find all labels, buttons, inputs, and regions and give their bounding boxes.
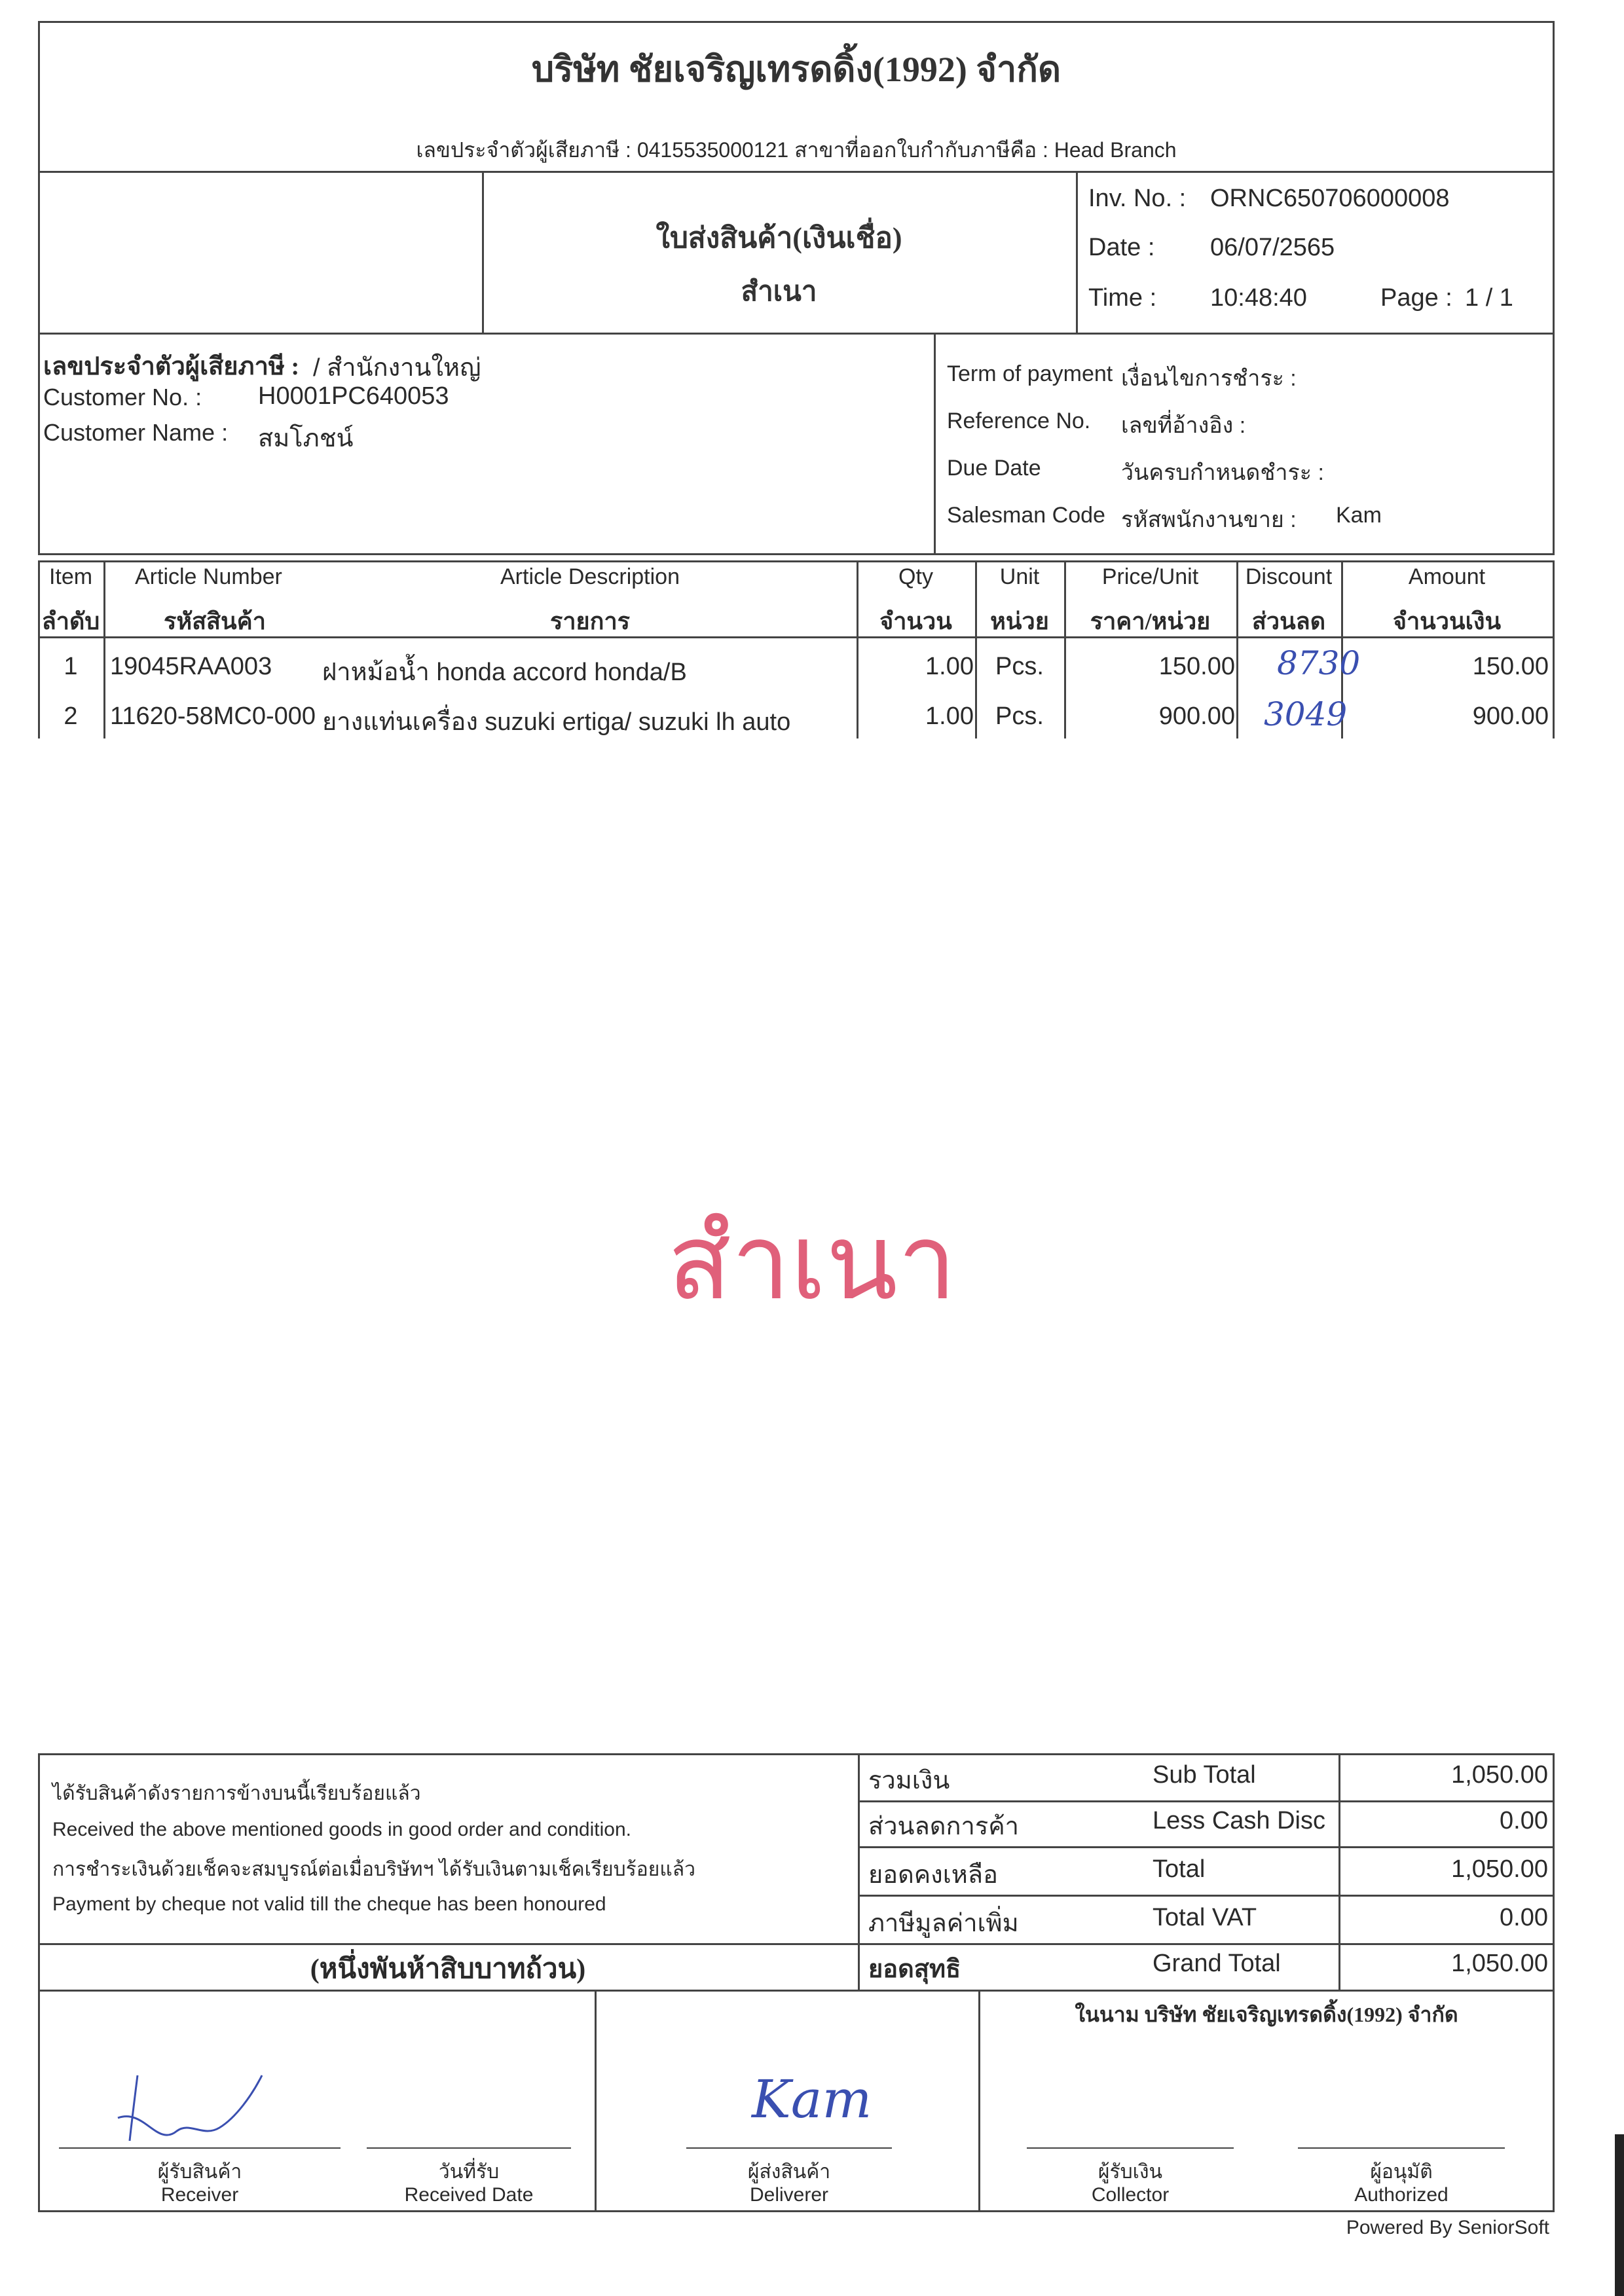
row-item: 1 (64, 653, 78, 680)
col-header-unit-th: หน่วย (990, 608, 1049, 634)
col-header-article-number: Article Number (135, 564, 282, 589)
row-article-number: 11620-58MC0-000 (110, 702, 316, 730)
term-of-payment-label: Term of payment (947, 361, 1113, 386)
amount-in-words: (หนึ่งพันห้าสิบบาทถ้วน) (310, 1954, 586, 1984)
scan-edge (1615, 2134, 1624, 2296)
deliverer-label: Deliverer (749, 2184, 829, 2206)
col-header-price-unit: Price/Unit (1101, 564, 1199, 589)
divider (858, 1800, 1555, 1802)
signature-line (1027, 2147, 1234, 2149)
due-date-label-th: วันครบกำหนดชำระ : (1121, 460, 1324, 485)
row-article-description: ฝาหม้อน้ำ honda accord honda/B (322, 659, 687, 686)
inv-no-value: ORNC650706000008 (1210, 185, 1450, 212)
divider (595, 1990, 597, 2212)
total-label: Total (1153, 1855, 1206, 1883)
time-label: Time : (1088, 284, 1157, 312)
doc-title: ใบส่งสินค้า(เงินเชื่อ) (655, 222, 902, 254)
tax-id-line: เลขประจำตัวผู้เสียภาษี : 0415535000121 สาขาที่ออกใบกำกับภาษีคือ : Head Branch (416, 138, 1177, 162)
salesman-code-value: Kam (1336, 503, 1382, 528)
col-header-qty: Qty (898, 564, 933, 589)
col-header-discount-th: ส่วนลด (1251, 608, 1326, 634)
col-header-article-number-th: รหัสสินค้า (164, 608, 266, 634)
deliverer-label-th: ผู้ส่งสินค้า (747, 2161, 831, 2183)
row-discount-handwritten: 3049 (1264, 695, 1348, 733)
customer-no-value: H0001PC640053 (258, 382, 449, 410)
col-header-item-th: ลำดับ (41, 608, 100, 634)
page-label: Page : (1380, 284, 1452, 312)
col-header-discount: Discount (1245, 564, 1333, 589)
cheque-note-en: Payment by cheque not valid till the cheque has been honoured (52, 1893, 606, 1915)
cheque-note: การชำระเงินด้วยเช็คจะสมบูรณ์ต่อเมื่อบริษัทฯ ได้รับเงินตามเช็คเรียบร้อยแล้ว (52, 1859, 695, 1880)
signature-line (59, 2147, 341, 2149)
authorized-label-th: ผู้อนุมัติ (1370, 2161, 1433, 2183)
row-amount: 150.00 (1472, 653, 1549, 680)
time-value: 10:48:40 (1210, 284, 1307, 312)
signature-line (686, 2147, 892, 2149)
row-unit: Pcs. (995, 653, 1044, 680)
subtotal-label-th: รวมเงิน (868, 1767, 950, 1795)
customer-no-label: Customer No. : (43, 384, 202, 410)
table-row (38, 694, 1555, 738)
less-cash-disc-label: Less Cash Disc (1153, 1807, 1325, 1834)
receiver-label-th: ผู้รับสินค้า (157, 2161, 242, 2183)
date-value: 06/07/2565 (1210, 234, 1335, 261)
doc-copy-label: สำเนา (741, 277, 817, 307)
customer-tax-value: / สำนักงานใหญ่ (313, 354, 481, 382)
receiver-label: Receiver (160, 2184, 239, 2206)
goods-received-note-en: Received the above mentioned goods in good order and condition. (52, 1819, 631, 1840)
col-header-unit: Unit (999, 564, 1040, 589)
goods-received-note: ได้รับสินค้าดังรายการข้างบนนี้เรียบร้อยแล้ว (52, 1783, 421, 1804)
customer-tax-label: เลขประจำตัวผู้เสียภาษี : (43, 353, 300, 380)
col-header-qty-th: จำนวน (879, 608, 952, 634)
col-header-price-unit-th: ราคา/หน่วย (1090, 608, 1211, 634)
divider (858, 1753, 860, 1992)
receiver-signature (105, 2069, 268, 2147)
total-value: 1,050.00 (1451, 1855, 1548, 1883)
company-name: บริษัท ชัยเจริญเทรดดิ้ง(1992) จำกัด (531, 50, 1061, 89)
copy-stamp: สำเนา (667, 1203, 957, 1321)
divider (38, 1943, 1555, 1945)
col-header-item: Item (48, 564, 93, 589)
row-unit: Pcs. (995, 702, 1044, 730)
subtotal-value: 1,050.00 (1451, 1761, 1548, 1789)
on-behalf-of-company: ในนาม บริษัท ชัยเจริญเทรดดิ้ง(1992) จำกัด (1075, 2003, 1458, 2026)
row-article-description: ยางแท่นเครื่อง suzuki ertiga/ suzuki lh auto (322, 708, 791, 736)
customer-name-value: สมโภชน์ (258, 425, 354, 452)
salesman-code-label: Salesman Code (947, 503, 1105, 528)
col-header-amount-th: จำนวนเงิน (1392, 608, 1502, 634)
less-cash-disc-label-th: ส่วนลดการค้า (868, 1813, 1019, 1840)
row-price-unit: 150.00 (1158, 653, 1235, 680)
vat-label-th: ภาษีมูลค่าเพิ่ม (868, 1910, 1019, 1937)
col-header-amount: Amount (1408, 564, 1486, 589)
powered-by: Powered By SeniorSoft (1346, 2217, 1549, 2238)
collector-label: Collector (1091, 2184, 1170, 2206)
vat-label: Total VAT (1153, 1904, 1257, 1931)
grand-total-label-th: ยอดสุทธิ (868, 1956, 961, 1983)
vat-value: 0.00 (1500, 1904, 1548, 1931)
authorized-label: Authorized (1354, 2184, 1449, 2206)
grand-total-label: Grand Total (1153, 1950, 1281, 1977)
inv-no-label: Inv. No. : (1088, 185, 1187, 212)
reference-no-label: Reference No. (947, 409, 1091, 433)
row-qty: 1.00 (925, 653, 974, 680)
term-of-payment-label-th: เงื่อนไขการชำระ : (1121, 366, 1297, 391)
less-cash-disc-value: 0.00 (1500, 1807, 1548, 1834)
signature-line (1298, 2147, 1505, 2149)
date-label: Date : (1088, 234, 1155, 261)
row-discount-handwritten: 8730 (1277, 644, 1361, 682)
signature-line (367, 2147, 571, 2149)
deliverer-signature: Kam (752, 2069, 872, 2130)
customer-name-label: Customer Name : (43, 419, 229, 446)
grand-total-value: 1,050.00 (1451, 1950, 1548, 1977)
salesman-code-label-th: รหัสพนักงานขาย : (1121, 507, 1297, 532)
row-amount: 900.00 (1472, 702, 1549, 730)
reference-no-label-th: เลขที่อ้างอิง : (1121, 413, 1246, 438)
row-qty: 1.00 (925, 702, 974, 730)
divider (934, 333, 936, 555)
total-label-th: ยอดคงเหลือ (868, 1861, 998, 1889)
row-item: 2 (64, 702, 78, 730)
row-article-number: 19045RAA003 (110, 653, 272, 680)
received-date-label-th: วันที่รับ (438, 2161, 500, 2183)
col-header-article-description: Article Description (500, 564, 680, 589)
page-value: 1 / 1 (1465, 284, 1513, 312)
row-price-unit: 900.00 (1158, 702, 1235, 730)
divider (858, 1846, 1555, 1848)
subtotal-label: Sub Total (1153, 1761, 1256, 1789)
divider (1076, 171, 1078, 335)
divider (858, 1895, 1555, 1897)
due-date-label: Due Date (947, 456, 1041, 481)
col-header-article-description-th: รายการ (550, 608, 630, 634)
received-date-label: Received Date (404, 2184, 534, 2206)
collector-label-th: ผู้รับเงิน (1098, 2161, 1163, 2183)
